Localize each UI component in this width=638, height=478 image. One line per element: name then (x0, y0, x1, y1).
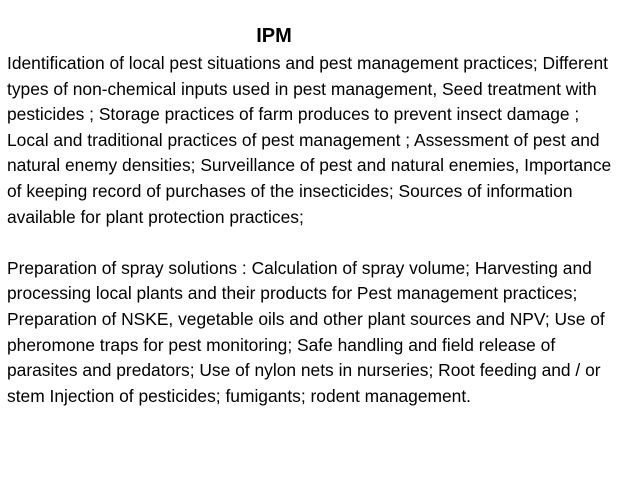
slide-body (7, 51, 625, 409)
paragraph-spacer (7, 230, 625, 256)
paragraph-spray-preparation: Preparation of spray solutions : Calculation of spray volume; Harvesting and processing local plants and their products for Pest management practices; Preparation of NSKE, vegetable oils and other plant sources and NPV; Use of pheromone traps for pest monitoring; Safe handling and field release of parasites and predators; Use of nylon nets in nurseries; Root feeding and / or stem Injection of pesticides; fumigants; rodent management. (7, 257, 605, 406)
slide-title: IPM (256, 25, 292, 47)
paragraph-ipm-practices: Identification of local pest situations and pest management practices; Different types of non-chemical inputs used in pest management, Seed treatment with pesticides ; Storage practices of farm produces to prevent insect damage ; Local and traditional practices of pest management ; Assessment of pest and natural enemy densities; Surveillance of pest and natural enemies, Importance of keeping record of purchases of the insecticides; Sources of information available for plant protection practices; (7, 53, 612, 227)
